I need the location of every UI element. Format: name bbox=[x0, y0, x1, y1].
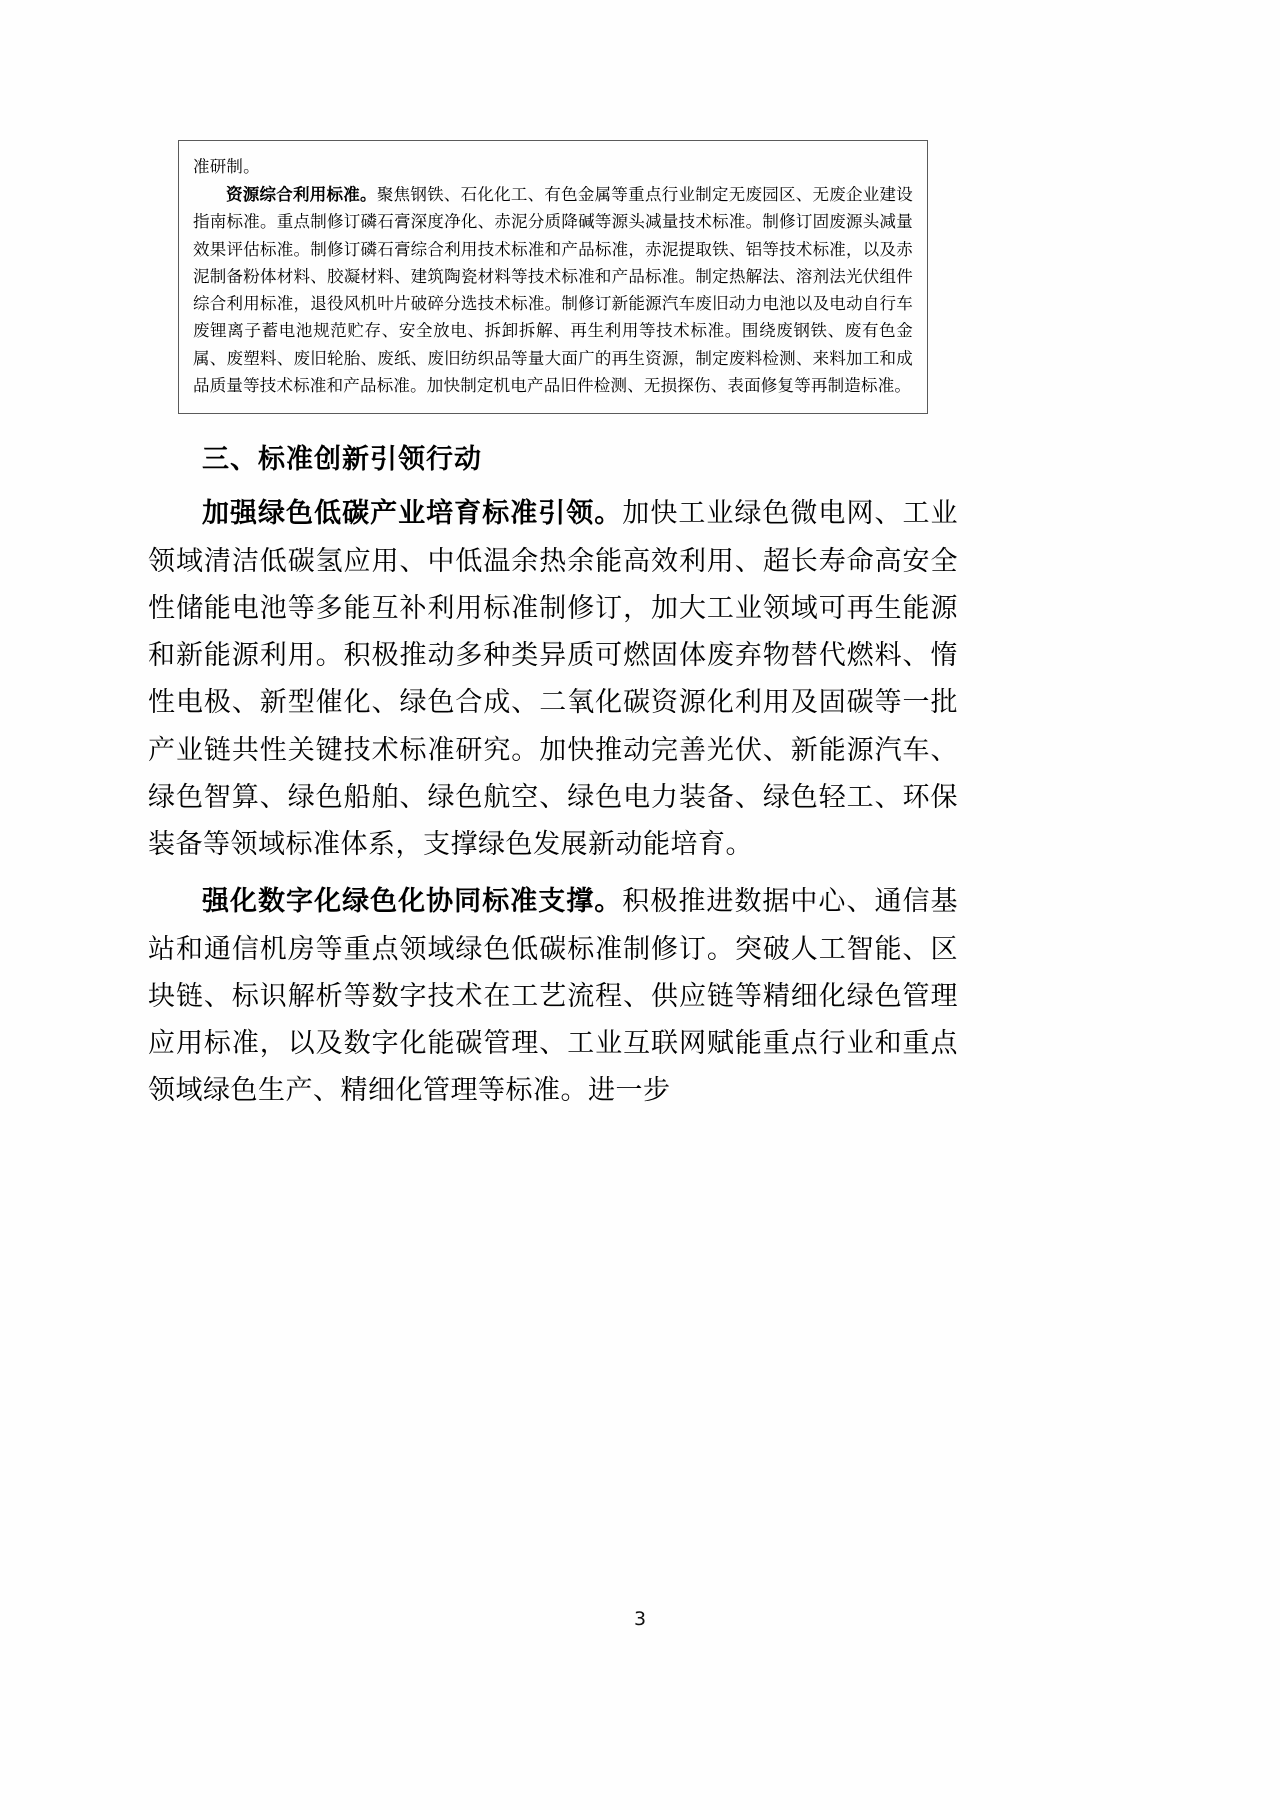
paragraph-lead-digital-green: 强化数字化绿色化协同标准支撑。 bbox=[202, 886, 623, 918]
paragraph-green-industry bbox=[148, 490, 958, 868]
boxed-first-line: 准研制。 bbox=[193, 157, 260, 176]
boxed-text-block bbox=[178, 140, 928, 414]
paragraph-text-green-industry: 加快工业绿色微电网、工业领域清洁低碳氢应用、中低温余热余能高效利用、超长寿命高安全性储能电池等多能互补利用标准制修订，加大工业领域可再生能源和新能源利用。积极推动多种类异质可燃固体废弃物替代燃料、惰性电极、新型催化、绿色合成、二氧化碳资源化利用及固碳等一批产业链共性关键技术标准研究。加快推动完善光伏、新能源汽车、绿色智算、绿色船舶、绿色航空、绿色电力装备、绿色轻工、环保装备等领域标准体系，支撑绿色发展新动能培育。 bbox=[148, 498, 959, 861]
boxed-paragraph bbox=[193, 181, 913, 399]
section-heading: 三、标准创新引领行动 bbox=[202, 443, 482, 475]
paragraph-text-digital-green: 积极推进数据中心、通信基站和通信机房等重点领域绿色低碳标准制修订。突破人工智能、区块链、标识解析等数字技术在工艺流程、供应链等精细化绿色管理应用标准，以及数字化能碳管理、工业互联网赋能重点行业和重点领域绿色生产、精细化管理等标准。进一步 bbox=[148, 886, 959, 1107]
paragraph-digital-green bbox=[148, 878, 958, 1114]
paragraph-lead-green-industry: 加强绿色低碳产业培育标准引领。 bbox=[202, 498, 623, 530]
boxed-paragraph-lead: 资源综合利用标准。 bbox=[226, 185, 377, 205]
page-content bbox=[148, 140, 958, 1115]
boxed-paragraph-text: 聚焦钢铁、石化化工、有色金属等重点行业制定无废园区、无废企业建设指南标准。重点制修订磷石膏深度净化、赤泥分质降碱等源头减量技术标准。制修订固废源头减量效果评估标准。制修订磷石膏综合利用技术标准和产品标准，赤泥提取铁、铝等技术标准，以及赤泥制备粉体材料、胶凝材料、建筑陶瓷材料等技术标准和产品标准。制定热解法、溶剂法光伏组件综合利用标准，退役风机叶片破碎分选技术标准。制修订新能源汽车废旧动力电池以及电动自行车废锂离子蓄电池规范贮存、安全放电、拆卸拆解、再生利用等技术标准。围绕废钢铁、废有色金属、废塑料、废旧轮胎、废纸、废旧纺织品等量大面广的再生资源，制定废料检测、来料加工和成品质量等技术标准和产品标准。加快制定机电产品旧件检测、无损探伤、表面修复等再制造标准。 bbox=[193, 185, 913, 395]
page-number: 3 bbox=[633, 1608, 647, 1630]
